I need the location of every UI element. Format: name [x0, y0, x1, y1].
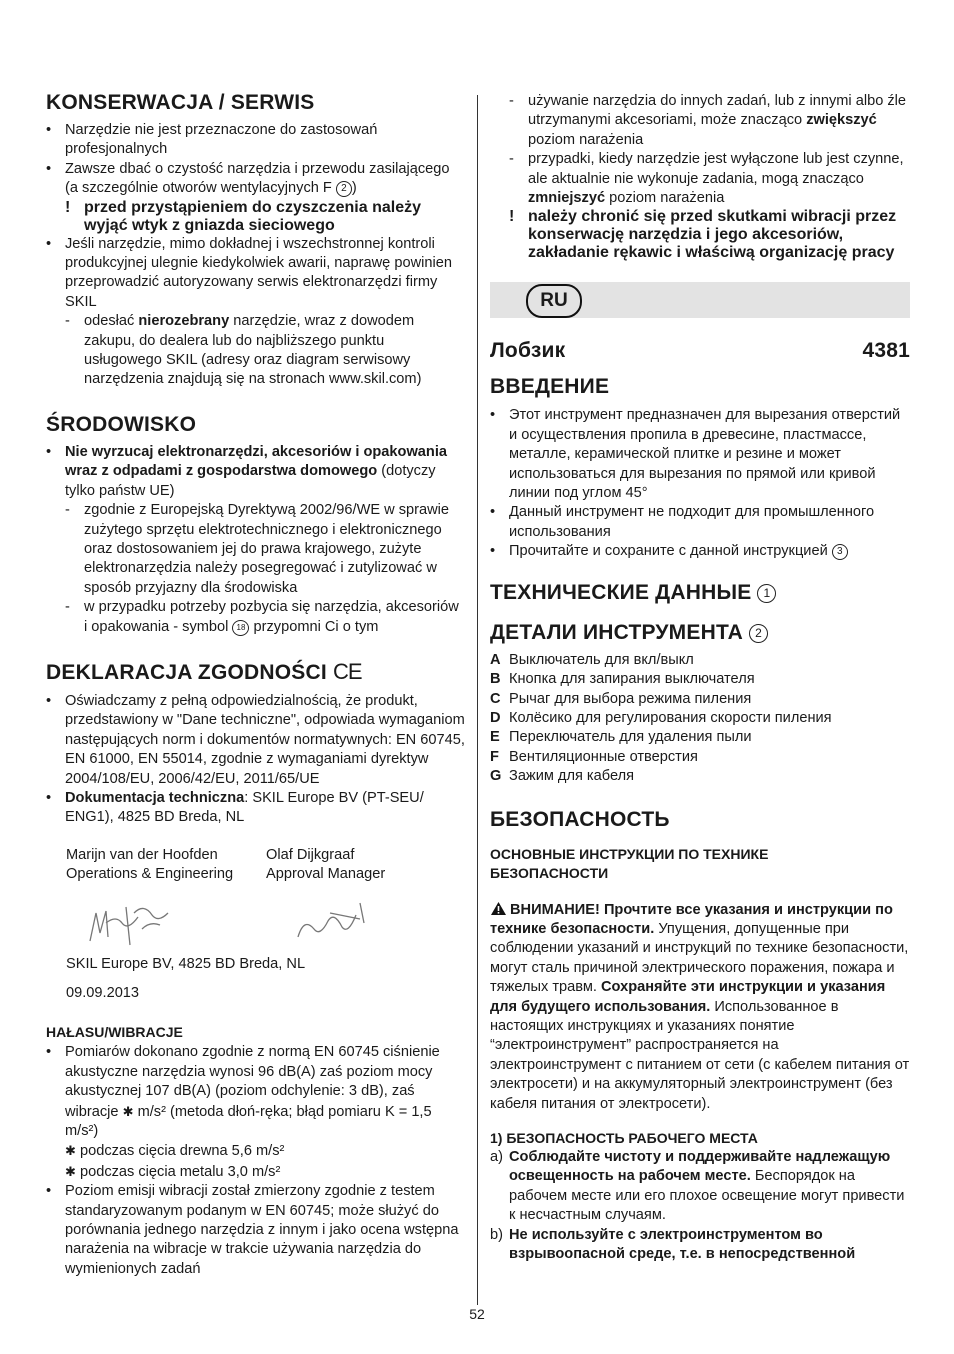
- page-number: 52: [469, 1306, 485, 1322]
- section-halasu: [46, 1023, 466, 1279]
- list-item: E Переключатель для удаления пыли: [490, 729, 752, 746]
- signatory-name: Olaf Dijkgraaf: [266, 846, 355, 863]
- signature-1-icon: [82, 893, 282, 951]
- company-address: SKIL Europe BV, 4825 BD Breda, NL: [66, 955, 306, 972]
- heading-safety: БЕЗОПАСНОСТЬ: [490, 807, 670, 831]
- safety-list: [490, 1148, 910, 1264]
- heading-deklaracja: DEKLARACJA ZGODNOŚCI CE: [46, 658, 362, 684]
- signatory-name: Marijn van der Hoofden: [66, 846, 218, 863]
- parts-list: [490, 651, 910, 787]
- list-item: b) Не используйте с электроинструментом во взрывоопасной среде, т.е. в непосредственной: [490, 1226, 856, 1263]
- column-divider: [477, 95, 478, 1305]
- heading-halasu: HAŁASU/WIBRACJE: [46, 1024, 183, 1041]
- list-item: - w przypadku potrzeby pozbycia się narzędzia, akcesoriów i opakowania - symbol 18 przypomni Ci o tym: [65, 598, 466, 637]
- section-tech: [490, 580, 910, 606]
- list-item: • Прочитайте и сохраните с данной инструкцией 3: [490, 542, 910, 561]
- list-item: F Вентиляционные отверстия: [490, 748, 698, 765]
- asterisk-icon: ✱: [122, 1103, 134, 1119]
- right-column: [490, 92, 910, 1264]
- list-item: • Oświadczamy z pełną odpowiedzialnością, że produkt, przedstawiony w "Dane techniczne", odpowiada wymaganiom następujących norm i dokumentów normatywnych: EN 60745, EN 61000, EN 55014, zgodnie z wymaganiami dyrektyw 2004/108/EU, 2006/42/EU, 2011/65/UE: [46, 692, 466, 789]
- list-item: • Poziom emisji wibracji został zmierzony zgodnie z testem standaryzowanym podanym w EN 60745; może służyć do porównania jednego narzędzia z innym i jako ocena wstępna narażenia na wibracje w trakcie używania narzędzia do wymienionych zadań: [46, 1182, 466, 1279]
- list-item: - odesłać nierozebrany narzędzie, wraz z dowodem zakupu, do dealera lub do najbliższego punktu usługowego SKIL (adresy oraz diagram serwisowy narzędzenia znajdują się na stronach www.skil.com): [65, 312, 466, 390]
- signatories: [66, 846, 466, 885]
- signatures: [82, 893, 466, 951]
- figure-ref-icon: 3: [832, 544, 848, 560]
- heading-tech: ТЕХНИЧЕСКИЕ ДАННЫЕ 1: [490, 580, 910, 606]
- heading-srodowisko: ŚRODOWISKO: [46, 412, 197, 436]
- list-item: A Выключатель для вкл/выкл: [490, 651, 694, 668]
- warning-note: ! należy chronić się przed skutkami wibracji przez konserwację narzędzia i jego akcesoriów, zakładanie rękawic i właściwą organizację pracy: [509, 208, 897, 262]
- list-item: • Pomiarów dokonano zgodnie z normą EN 60745 ciśnienie akustyczne narzędzia wynosi 96 dB(A) zaś poziom mocy akustycznej 107 dB(A) (poziom odchylenie: 3 dB), zaś wibracje ✱ m/s² (metoda dłoń-ręka; błąd pomiaru K = 1,5 m/s²) ✱ podczas cięcia drewna 5,6 m/s² ✱ podczas cięcia metalu 3,0 m/s²: [46, 1043, 466, 1182]
- ce-mark-icon: CE: [332, 658, 362, 684]
- list-item: G Зажим для кабеля: [490, 768, 634, 785]
- list-item: • Nie wyrzucaj elektronarzędzi, akcesoriów i opakowania wraz z odpadami z gospodarstwa domowego (dotyczy tylko państw UE): [46, 443, 466, 501]
- list-item: - zgodnie z Europejską Dyrektywą 2002/96/WE w sprawie zużytego sprzętu elektrotechnicznego i elektronicznego oraz dostosowaniem jej do prawa krajowego, zużyte elektronarzędzia należy posegregować i zutylizować w sposób przyjazny dla środowiska: [65, 501, 466, 598]
- figure-ref-icon: 2: [336, 181, 352, 197]
- list-item: • Dokumentacja techniczna: SKIL Europe BV (PT-SEU/ ENG1), 4825 BD Breda, NL: [46, 789, 466, 828]
- list-item: • Narzędzie nie jest przeznaczone do zastosowań profesjonalnych: [46, 121, 466, 160]
- safety-warning: ВНИМАНИЕ! Прочтите все указания и инструкции по технике безопасности. Упущения, допущенные при соблюдении указаний и инструкций по технике безопасности, могут сталь причиной электрического поражения, пожара и тяжелых травм. Сохраняйте эти инструкции и указания для будущего использования. Использованное в настоящих инструкциях и указаниях понятие “электроинструмент” распространяется на электроинструмент с питанием от сети (с кабелем питания от электросети) и на аккумуляторный электроинструмент (без кабеля питания от электросети).: [490, 901, 910, 1112]
- warning-triangle-icon: [490, 901, 507, 916]
- list-item: a) Соблюдайте чистоту и поддерживайте надлежащую освещенность на рабочем месте. Беспорядок на рабочем месте или его плохое освещение могут привести к несчастным случаям.: [490, 1149, 905, 1224]
- list-item: B Кнопка для запирания выключателя: [490, 671, 755, 688]
- product-title: [490, 338, 910, 364]
- safety-section-title: 1) БЕЗОПАСНОСТЬ РАБОЧЕГО МЕСТА: [490, 1130, 758, 1146]
- asterisk-icon: ✱: [65, 1143, 76, 1159]
- product-code: 4381: [862, 339, 910, 363]
- figure-ref-icon: 1: [757, 584, 776, 603]
- section-intro: [490, 374, 910, 561]
- section-deklaracja: [46, 659, 466, 1003]
- signature-2-icon: [290, 893, 390, 951]
- warning-note: ! przed przystąpieniem do czyszczenia należy wyjąć wtyk z gniazda sieciowego: [65, 198, 422, 234]
- heading-intro: ВВЕДЕНИЕ: [490, 375, 610, 399]
- left-column: [46, 90, 466, 1279]
- list-item: • Данный инструмент не подходит для промышленного использования: [490, 503, 910, 542]
- list-item: • Jeśli narzędzie, mimo dokładnej i wszechstronnej kontroli produkcyjnej ulegnie kiedykolwiek awarii, naprawę powinien przeprowadzić autoryzowany serwis elektronarzędzi firmy SKIL: [46, 235, 466, 313]
- signatory-role: Approval Manager: [266, 866, 386, 883]
- list-item: - używanie narzędzia do innych zadań, lub z innymi albo źle utrzymanymi akcesoriami, może znacząco zwiększyć poziom narażenia: [509, 92, 910, 150]
- section-konserwacja: [46, 90, 466, 390]
- heading-konserwacja: KONSERWACJA / SERWIS: [46, 91, 315, 114]
- declaration-date: 09.09.2013: [66, 985, 140, 1001]
- figure-ref-icon: 2: [749, 624, 768, 643]
- asterisk-icon: ✱: [65, 1163, 76, 1179]
- list-item: C Рычаг для выбора режима пиления: [490, 690, 752, 707]
- product-name: Лобзик: [490, 339, 566, 363]
- heading-details: ДЕТАЛИ ИНСТРУМЕНТА 2: [490, 620, 910, 646]
- safety-subheading: ОСНОВНЫЕ ИНСТРУКЦИИ ПО ТЕХНИКЕ БЕЗОПАСНОСТИ: [490, 845, 769, 881]
- figure-ref-icon: 18: [232, 620, 249, 636]
- list-item: D Колёсико для регулирования скорости пиления: [490, 709, 832, 726]
- list-item: • Этот инструмент предназначен для вырезания отверстий и осуществления пропила в древесине, пластмассе, металле, керамической плитке и резине и может использоваться для вырезания по прямой или кривой линии под углом 45°: [490, 406, 910, 503]
- language-bar: [490, 282, 910, 318]
- list-item: • Zawsze dbać o czystość narzędzia i przewodu zasilającego (a szczególnie otworów wentylacyjnych F 2 ): [46, 160, 466, 199]
- section-safety: [490, 807, 910, 1265]
- signatory-role: Operations & Engineering: [66, 866, 234, 883]
- language-badge: RU: [526, 284, 582, 318]
- section-details: [490, 620, 910, 787]
- list-item: - przypadki, kiedy narzędzie jest wyłączone lub jest czynne, ale aktualnie nie wykonuje zadania, mogą znacząco zmniejszyć poziom narażenia: [509, 150, 910, 208]
- section-srodowisko: [46, 412, 466, 637]
